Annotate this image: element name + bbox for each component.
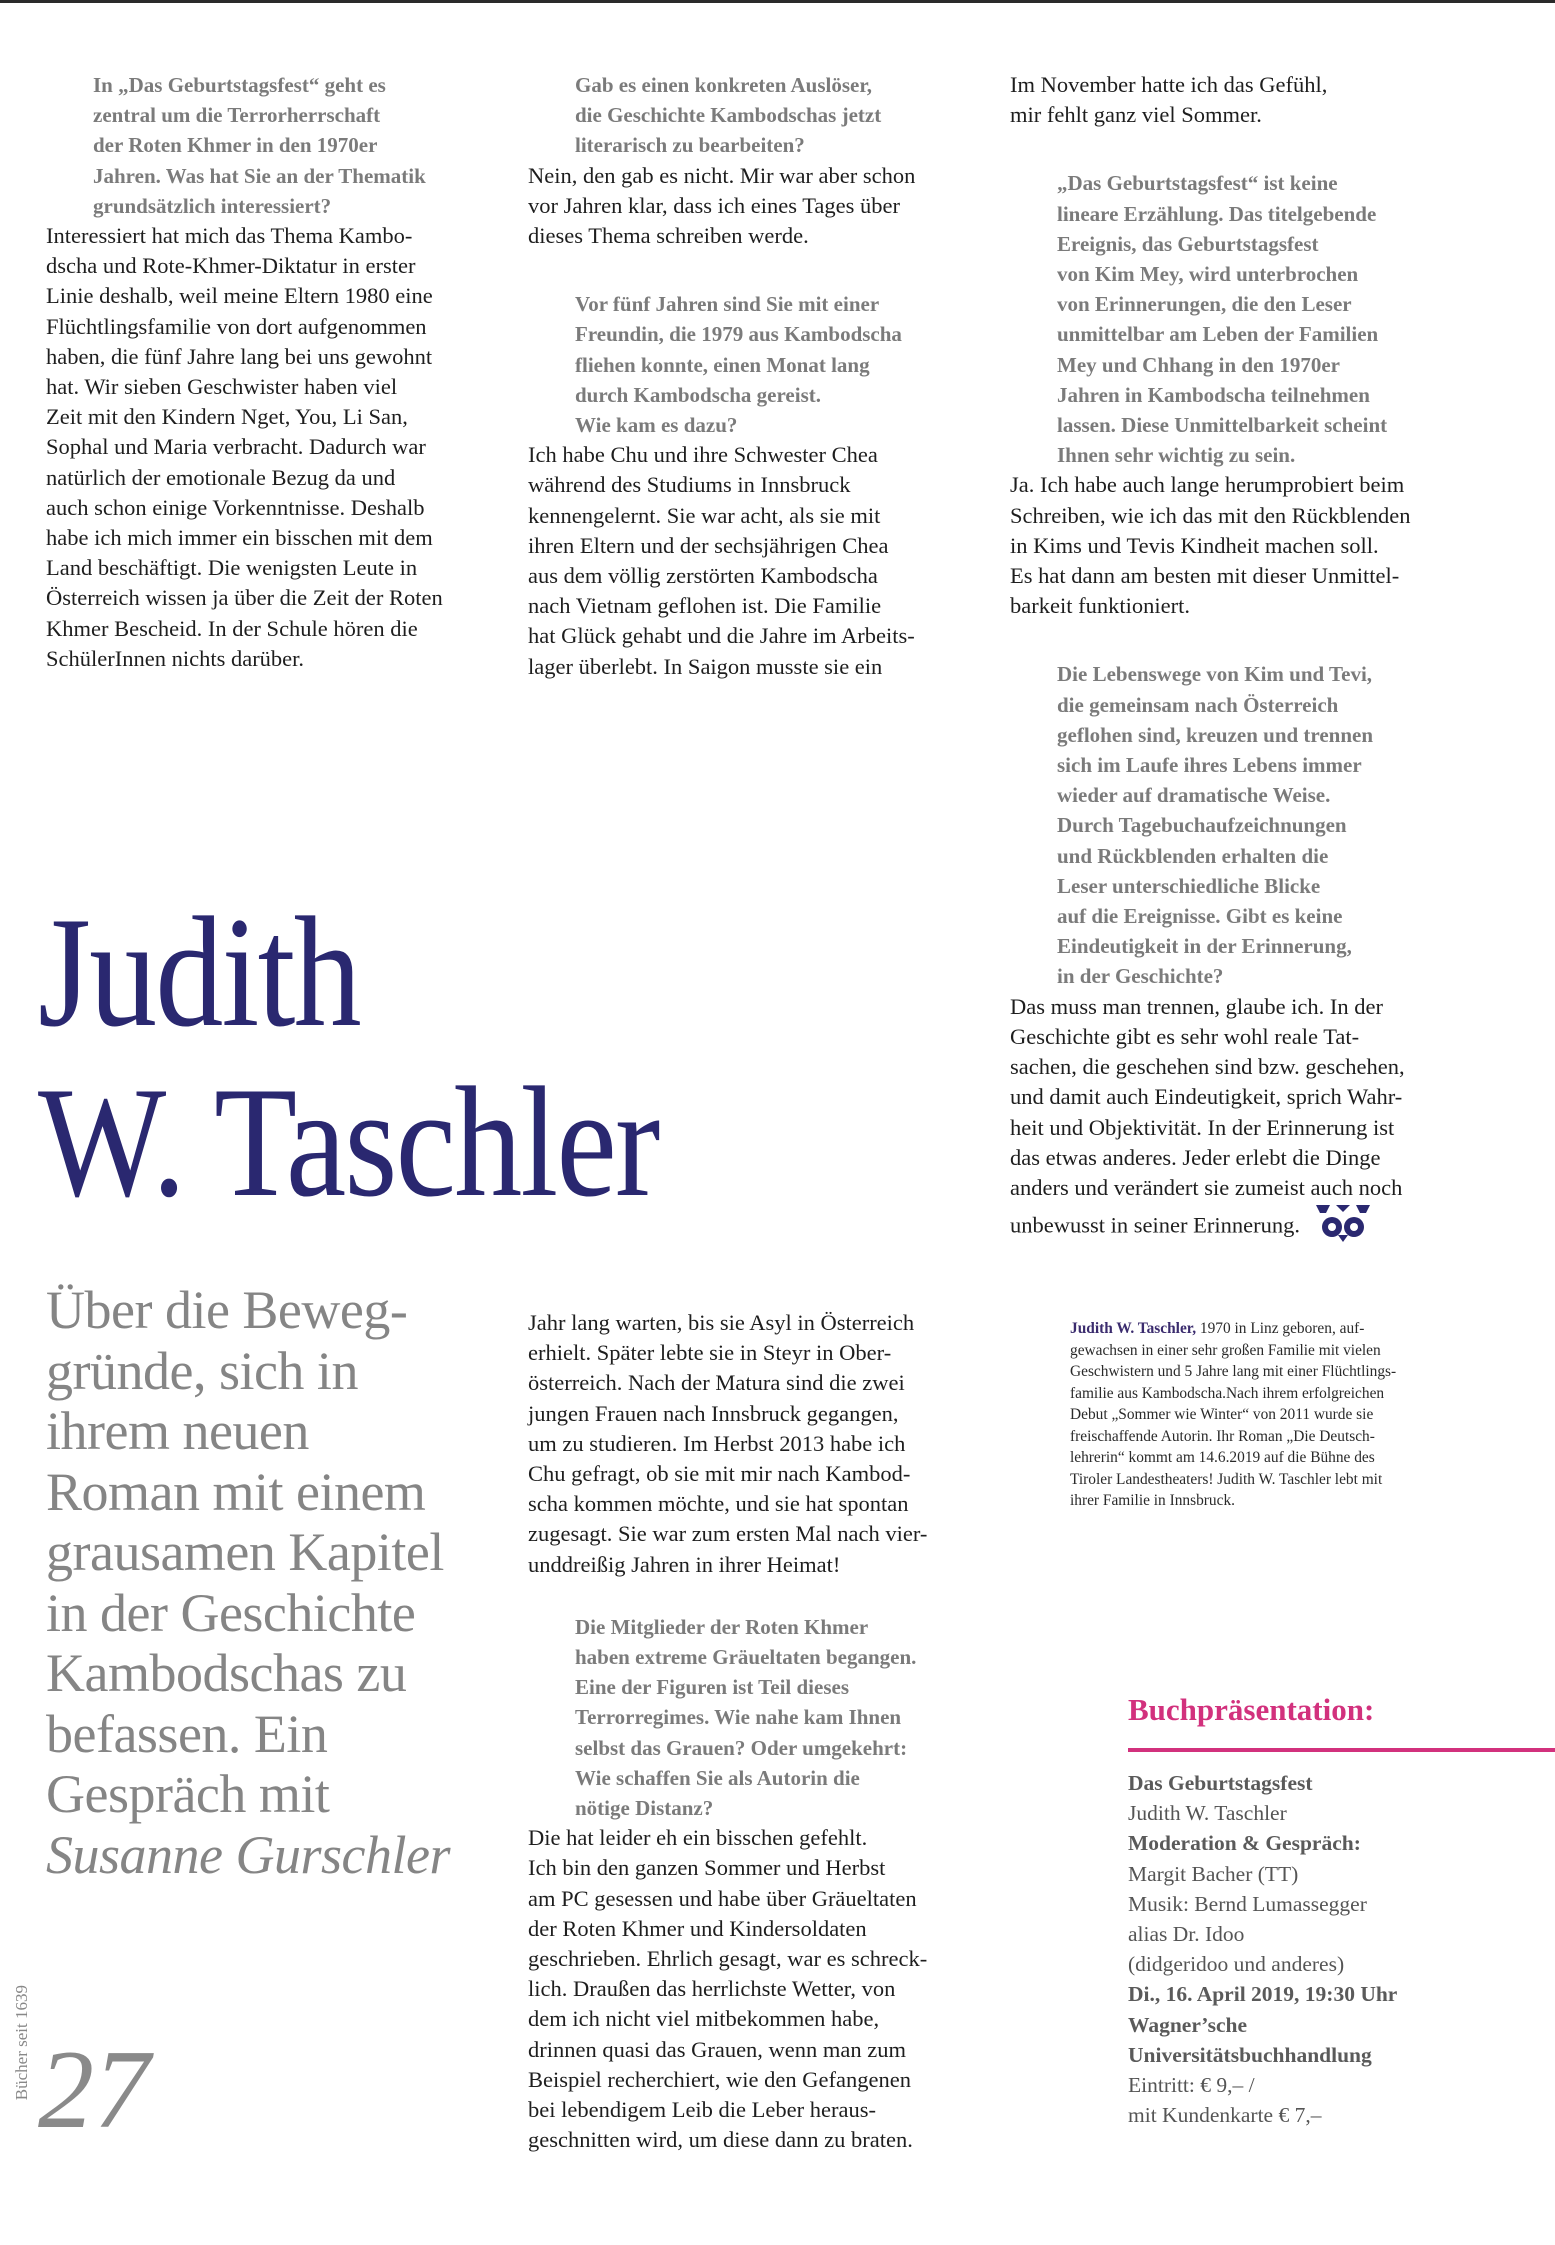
text-line: von Erinnerungen, die den Leser <box>1057 292 1352 317</box>
text-line: Beispiel recherchiert, wie den Gefangenen <box>528 2066 911 2092</box>
text-line: sachen, die geschehen sind bzw. geschehen, <box>1010 1054 1405 1080</box>
text-line: Jahren in Kambodscha teilnehmen <box>1057 382 1370 407</box>
text-line: haben extreme Gräueltaten begangen. <box>575 1645 917 1670</box>
text-line: Interessiert hat mich das Thema Kambo- <box>46 223 413 249</box>
text-line: natürlich der emotionale Bezug da und <box>46 464 396 490</box>
page-number: 27 <box>38 2028 150 2152</box>
column-3 <box>1010 70 1540 1251</box>
text-line: gewachsen in einer sehr großen Familie mit vielen <box>1070 1341 1381 1359</box>
text-line: das etwas anderes. Jeder erlebt die Dinge <box>1010 1144 1381 1170</box>
answer-6 <box>1010 992 1540 1252</box>
text-line: anders und verändert sie zumeist auch noch <box>1010 1174 1403 1200</box>
text-line: „Das Geburtstagsfest“ ist keine <box>1057 171 1338 196</box>
text-line: Im November hatte ich das Gefühl, <box>1010 72 1328 97</box>
text-line: kennengelernt. Sie war acht, als sie mit <box>528 502 881 528</box>
event-rule <box>1128 1748 1555 1752</box>
lede <box>46 1280 450 1885</box>
text-line: zugesagt. Sie war zum ersten Mal nach vier- <box>528 1521 928 1547</box>
text-line: durch Kambodscha gereist. <box>575 382 821 407</box>
answer-3-continued <box>528 1308 998 1580</box>
text-line: Chu gefragt, ob sie mit mir nach Kambod- <box>528 1461 911 1487</box>
text-line: Ich bin den ganzen Sommer und Herbst <box>528 1855 886 1881</box>
text-line: während des Studiums in Innsbruck <box>528 472 851 498</box>
text-line: Debut „Sommer wie Winter“ von 2011 wurde sie <box>1070 1406 1374 1423</box>
text-line: Eine der Figuren ist Teil dieses <box>575 1675 850 1700</box>
text-line: Khmer Bescheid. In der Schule hören die <box>46 615 418 641</box>
author-title <box>38 885 659 1230</box>
top-rule <box>0 0 1555 3</box>
text-line: Leser unterschiedliche Blicke <box>1057 873 1321 898</box>
text-line: habe ich mich immer ein bisschen mit dem <box>46 525 433 551</box>
text-line: Über die Beweg- <box>46 1280 408 1340</box>
text-line: haben, die fünf Jahre lang bei uns gewohnt <box>46 343 433 369</box>
text-line: Schreiben, wie ich das mit den Rückblenden <box>1010 502 1411 528</box>
answer-5 <box>1010 470 1540 621</box>
text-line: auf die Ereignisse. Gibt es keine <box>1057 904 1343 929</box>
text-line: Gespräch mit <box>46 1764 330 1824</box>
text-line: Geschwistern und 5 Jahre lang mit einer Flüchtlings- <box>1070 1363 1397 1380</box>
text-line: ihren Eltern und der sechsjährigen Chea <box>528 532 889 558</box>
text-line: dscha und Rote-Khmer-Diktatur in erster <box>46 253 416 279</box>
question-6 <box>1010 659 1540 991</box>
text-line: lich. Draußen das herrlichste Wetter, von <box>528 1976 896 2002</box>
text-line: Die hat leider eh ein bisschen gefehlt. <box>528 1825 868 1851</box>
text-line: freischaffende Autorin. Ihr Roman „Die Deutsch- <box>1070 1427 1375 1445</box>
text-line: Ich habe Chu und ihre Schwester Chea <box>528 442 878 468</box>
text-line: in Kims und Tevis Kindheit machen soll. <box>1010 532 1379 558</box>
text-line: und Rückblenden erhalten die <box>1057 843 1329 868</box>
text-line: Österreich wissen ja über die Zeit der Roten <box>46 585 443 611</box>
text-line: in der Geschichte <box>46 1582 416 1643</box>
event-line: Di., 16. April 2019, 19:30 Uhr <box>1128 1982 1398 2007</box>
text-line: Eindeutigkeit in der Erinnerung, <box>1057 934 1352 959</box>
text-line: In „Das Geburtstagsfest“ geht es <box>93 73 386 97</box>
question-1 <box>46 70 506 221</box>
text-line: lineare Erzählung. Das titelgebende <box>1057 201 1377 226</box>
text-line: Tiroler Landestheaters! Judith W. Taschler lebt mit <box>1070 1470 1383 1488</box>
event-line: Eintritt: € 9,– / <box>1128 2073 1255 2098</box>
event-details <box>1128 1768 1397 2130</box>
text-line: aus dem völlig zerstörten Kambodscha <box>528 563 878 589</box>
text-line: scha kommen möchte, und sie hat spontan <box>528 1491 909 1517</box>
question-2 <box>528 70 998 161</box>
answer-4 <box>528 1823 998 2155</box>
text-line: Geschichte gibt es sehr wohl reale Tat- <box>1010 1023 1360 1049</box>
text-line: nötige Distanz? <box>575 1796 714 1821</box>
wagner-owl-logo-icon <box>1314 1203 1372 1251</box>
text-line: ihrer Familie in Innsbruck. <box>1070 1492 1235 1509</box>
author-title-line: Judith <box>38 885 360 1060</box>
answer-2 <box>528 161 998 252</box>
text-line: Ja. Ich habe auch lange herumprobiert beim <box>1010 472 1405 498</box>
text-line: Gab es einen konkreten Auslöser, <box>575 73 872 97</box>
text-line: Vor fünf Jahren sind Sie mit einer <box>575 292 880 317</box>
text-line: drinnen quasi das Grauen, wenn man zum <box>528 2036 907 2062</box>
author-title-line: W. Taschler <box>38 1055 659 1230</box>
text-line: geschnitten wird, um diese dann zu braten. <box>528 2127 913 2153</box>
text-line: österreich. Nach der Matura sind die zwei <box>528 1370 905 1396</box>
event-line: Wagner’sche <box>1128 2012 1248 2037</box>
text-line: nach Vietnam geflohen ist. Die Familie <box>528 593 882 619</box>
text-line: wieder auf dramatische Weise. <box>1057 783 1331 808</box>
event-line: Universitätsbuchhandlung <box>1128 2042 1372 2067</box>
text-line: familie aus Kambodscha.Nach ihrem erfolgreichen <box>1070 1384 1385 1402</box>
text-line: lehrerin“ kommt am 14.6.2019 auf die Bühne des <box>1070 1449 1375 1466</box>
text-line: fliehen konnte, einen Monat lang <box>575 352 870 377</box>
text-line: Freundin, die 1979 aus Kambodscha <box>575 322 902 347</box>
text-line: Durch Tagebuchaufzeichnungen <box>1057 813 1347 838</box>
text-line: und damit auch Eindeutigkeit, sprich Wahr- <box>1010 1084 1403 1110</box>
text-line: Sophal und Maria verbracht. Dadurch war <box>46 434 426 460</box>
text-line: in der Geschichte? <box>1057 964 1224 989</box>
text-line: die gemeinsam nach Österreich <box>1057 692 1339 717</box>
text-line: Wie schaffen Sie als Autorin die <box>575 1765 860 1790</box>
text-line: lager überlebt. In Saigon musste sie ein <box>528 653 883 679</box>
text-line: barkeit funktioniert. <box>1010 593 1190 619</box>
text-line: selbst das Grauen? Oder umgekehrt: <box>575 1735 908 1760</box>
text-line: dem ich nicht viel mitbekommen habe, <box>528 2006 880 2032</box>
column-1 <box>46 70 506 674</box>
question-4 <box>528 1612 998 1823</box>
event-line: Moderation & Gespräch: <box>1128 1831 1361 1856</box>
event-line: alias Dr. Idoo <box>1128 1922 1245 1947</box>
text-line: unddreißig Jahren in ihrer Heimat! <box>528 1551 841 1577</box>
text-line: am PC gesessen und habe über Gräueltaten <box>528 1885 917 1911</box>
text-line: die Geschichte Kambodschas jetzt <box>575 103 882 128</box>
event-line: Musik: Bernd Lumassegger <box>1128 1891 1367 1916</box>
text-line: Wie kam es dazu? <box>575 413 738 438</box>
text-line: auch schon einige Vorkenntnisse. Deshalb <box>46 494 425 520</box>
answer-1 <box>46 221 506 674</box>
author-bio <box>1070 1318 1396 1512</box>
text-line: der Roten Khmer und Kindersoldaten <box>528 1915 867 1941</box>
bio-text: 1970 in Linz geboren, auf- <box>1196 1320 1365 1337</box>
text-line: Mey und Chhang in den 1970er <box>1057 352 1340 377</box>
text-line: ihrem neuen <box>46 1401 309 1461</box>
text-line: sich im Laufe ihres Lebens immer <box>1057 753 1362 778</box>
text-line: grausamen Kapitel <box>46 1522 444 1582</box>
text-line: SchülerInnen nichts darüber. <box>46 645 305 671</box>
text-line: Ereignis, das Geburtstagsfest <box>1057 231 1319 256</box>
text-line: Jahren. Was hat Sie an der Thematik <box>93 163 426 188</box>
text-line: mir fehlt ganz viel Sommer. <box>1010 102 1262 128</box>
answer-3 <box>528 440 998 682</box>
text-line: hat Glück gehabt und die Jahre im Arbeits- <box>528 623 915 649</box>
text-line: literarisch zu bearbeiten? <box>575 133 805 158</box>
event-heading: Buchpräsentation: <box>1128 1692 1375 1727</box>
text-line: unmittelbar am Leben der Familien <box>1057 322 1379 347</box>
text-line: Roman mit einem <box>46 1461 426 1522</box>
bio-name: Judith W. Taschler, <box>1070 1320 1197 1337</box>
text-line: Das muss man trennen, glaube ich. In der <box>1010 993 1384 1019</box>
text-line: grundsätzlich interessiert? <box>93 193 332 218</box>
event-line: (didgeridoo und anderes) <box>1128 1952 1345 1977</box>
event-line: Margit Bacher (TT) <box>1128 1861 1299 1886</box>
text-line: Jahr lang warten, bis sie Asyl in Österreich <box>528 1310 915 1335</box>
column-2 <box>528 70 998 682</box>
text-line: geschrieben. Ehrlich gesagt, war es schreck- <box>528 1946 928 1972</box>
text-line: unbewusst in seiner Erinnerung. <box>1010 1203 1540 1251</box>
publisher-slogan: Bücher seit 1639 <box>12 1985 31 2101</box>
text-line: lassen. Diese Unmittelbarkeit scheint <box>1057 413 1388 438</box>
text-line: der Roten Khmer in den 1970er <box>93 133 378 158</box>
text-line: Es hat dann am besten mit dieser Unmittel- <box>1010 563 1400 589</box>
interviewer-name: Susanne Gurschler <box>46 1824 450 1885</box>
text-line: gründe, sich in <box>46 1340 358 1401</box>
question-5 <box>1010 168 1540 470</box>
text-line: Zeit mit den Kindern Nget, You, Li San, <box>46 404 408 430</box>
text-line: heit und Objektivität. In der Erinnerung ist <box>1010 1114 1395 1140</box>
text-line: bei lebendigem Leib die Leber heraus- <box>528 2097 876 2123</box>
text-line: Die Lebenswege von Kim und Tevi, <box>1057 662 1373 687</box>
event-line: Das Geburtstagsfest <box>1128 1771 1313 1795</box>
text-line: hat. Wir sieben Geschwister haben viel <box>46 374 398 400</box>
text-line: zentral um die Terrorherrschaft <box>93 103 381 128</box>
text-line: Die Mitglieder der Roten Khmer <box>575 1614 869 1639</box>
text-line: Land beschäftigt. Die wenigsten Leute in <box>46 555 418 581</box>
event-line: mit Kundenkarte € 7,– <box>1128 2103 1322 2128</box>
text-line: um zu studieren. Im Herbst 2013 habe ich <box>528 1430 906 1456</box>
text-line: von Kim Mey, wird unterbrochen <box>1057 262 1359 287</box>
text-line: jungen Frauen nach Innsbruck gegangen, <box>528 1400 899 1426</box>
text-line: dieses Thema schreiben werde. <box>528 223 809 249</box>
text-line: Kambodschas zu <box>46 1643 407 1703</box>
text-line: Terrorregimes. Wie nahe kam Ihnen <box>575 1705 902 1730</box>
text-line: befassen. Ein <box>46 1703 328 1764</box>
text-line: Flüchtlingsfamilie von dort aufgenommen <box>46 313 427 339</box>
text-line: erhielt. Später lebte sie in Steyr in Ober- <box>528 1340 892 1366</box>
event-line: Judith W. Taschler <box>1128 1801 1287 1826</box>
column-2-bottom <box>528 1308 998 2155</box>
text-line: Nein, den gab es nicht. Mir war aber schon <box>528 162 916 188</box>
text-line: Linie deshalb, weil meine Eltern 1980 eine <box>46 283 433 309</box>
text-line: geflohen sind, kreuzen und trennen <box>1057 722 1374 747</box>
answer-4-end <box>1010 70 1540 130</box>
text-line: vor Jahren klar, dass ich eines Tages über <box>528 192 900 218</box>
text-line: Ihnen sehr wichtig zu sein. <box>1057 443 1296 468</box>
question-3 <box>528 289 998 440</box>
